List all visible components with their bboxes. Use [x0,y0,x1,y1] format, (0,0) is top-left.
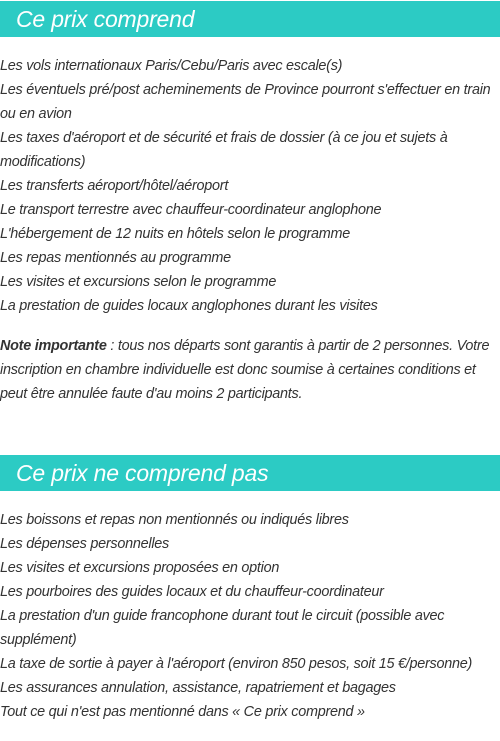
list-item: Le transport terrestre avec chauffeur-coordinateur anglophone [0,202,382,218]
included-heading: Ce prix comprend [0,1,500,37]
list-item: Les pourboires des guides locaux et du chauffeur-coordinateur [0,584,384,600]
note-label: Note importante [0,338,107,354]
list-item: Les taxes d'aéroport et de sécurité et frais de dossier (à ce jou et sujets à modifications) [0,130,448,170]
list-item: Les vols internationaux Paris/Cebu/Paris avec escale(s) [0,58,343,74]
excluded-heading: Ce prix ne comprend pas [0,455,500,491]
list-item: Les visites et excursions selon le programme [0,274,277,290]
excluded-list [0,508,500,724]
list-item: Tout ce qui n'est pas mentionné dans « Ce prix comprend » [0,704,365,720]
list-item: Les assurances annulation, assistance, rapatriement et bagages [0,680,396,696]
note-text: : tous nos départs sont garantis à partir de 2 personnes. Votre inscription en chambre individuelle est donc soumise à certaines conditions et peut être annulée faute d'au moins 2 participants. [0,338,490,402]
included-list [0,54,500,318]
list-item: La prestation de guides locaux anglophones durant les visites [0,298,378,314]
list-item: Les éventuels pré/post acheminements de Province pourront s'effectuer en train ou en avion [0,82,491,122]
list-item: L'hébergement de 12 nuits en hôtels selon le programme [0,226,351,242]
list-item: Les dépenses personnelles [0,536,169,552]
list-item: Les boissons et repas non mentionnés ou indiqués libres [0,512,349,528]
list-item: La prestation d'un guide francophone durant tout le circuit (possible avec supplément) [0,608,445,648]
list-item: Les repas mentionnés au programme [0,250,231,266]
list-item: Les transferts aéroport/hôtel/aéroport [0,178,229,194]
list-item: La taxe de sortie à payer à l'aéroport (environ 850 pesos, soit 15 €/personne) [0,656,473,672]
excluded-section [0,455,500,724]
included-section [0,1,500,406]
list-item: Les visites et excursions proposées en option [0,560,280,576]
important-note [0,334,500,406]
